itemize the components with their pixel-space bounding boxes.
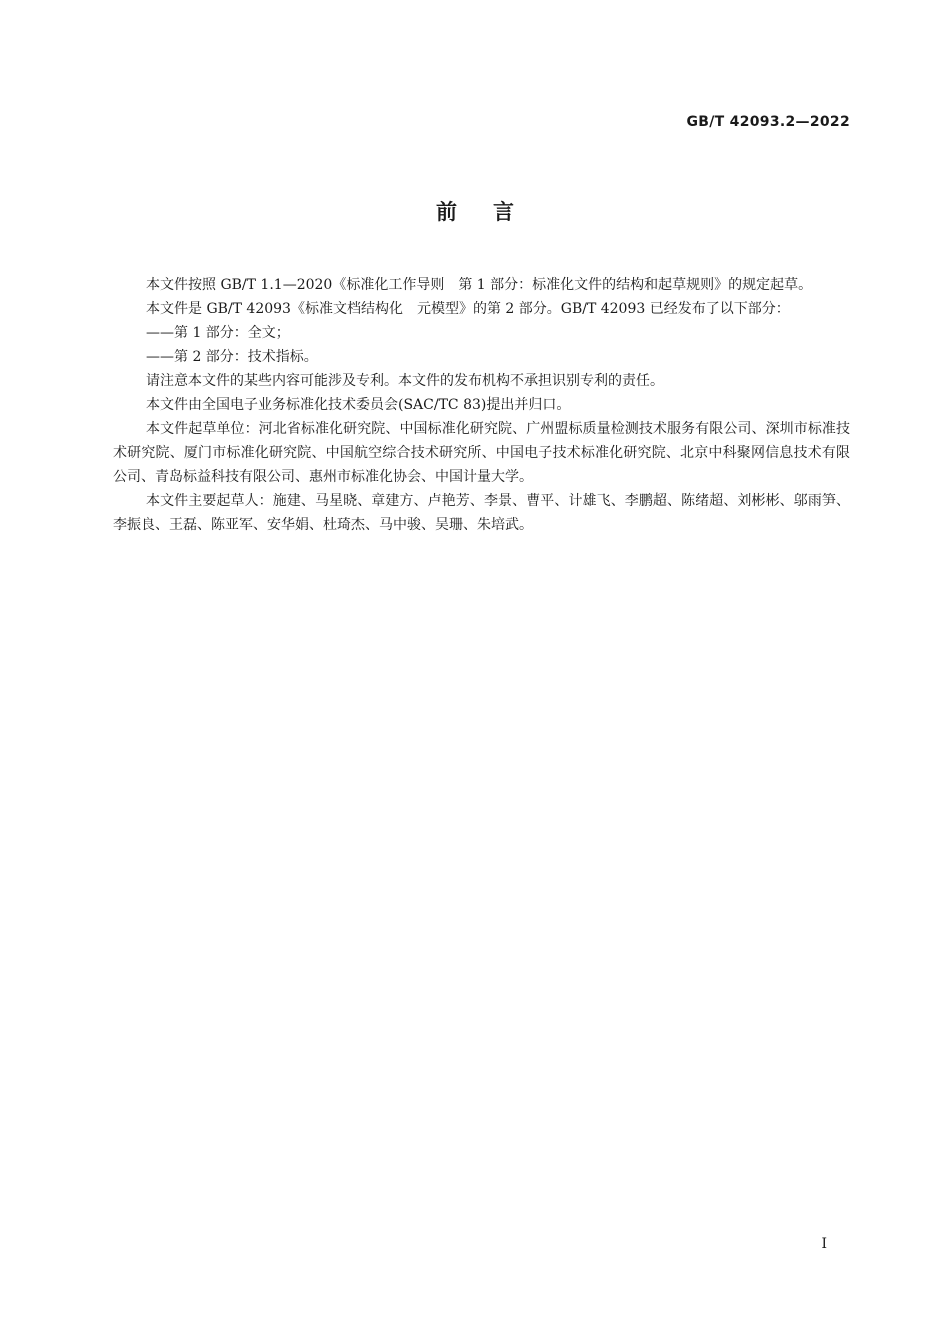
page-number: I — [821, 1236, 827, 1252]
paragraph-drafting-rules: 本文件按照 GB/T 1.1—2020《标准化工作导则 第 1 部分：标准化文件的结构和起草规则》的规定起草。 — [146, 277, 813, 293]
foreword-body — [113, 273, 850, 537]
list-item-part-2: ——第 2 部分：技术指标。 — [146, 349, 318, 365]
paragraph-proposer: 本文件由全国电子业务标准化技术委员会(SAC/TC 83)提出并归口。 — [146, 397, 571, 413]
list-item-part-1: ——第 1 部分：全文； — [146, 325, 290, 341]
paragraph-series-parts: 本文件是 GB/T 42093《标准文档结构化 元模型》的第 2 部分。GB/T 42093 已经发布了以下部分： — [146, 301, 790, 317]
paragraph-patent-notice: 请注意本文件的某些内容可能涉及专利。本文件的发布机构不承担识别专利的责任。 — [146, 373, 664, 389]
standard-code: GB/T 42093.2—2022 — [686, 114, 850, 130]
page-title: 前言 — [436, 200, 550, 224]
paragraph-drafters: 本文件主要起草人：施建、马星晓、章建方、卢艳芳、李景、曹平、计雄飞、李鹏超、陈绪超、刘彬彬、邬雨笋、李振良、王磊、陈亚军、安华娟、杜琦杰、马中骏、吴珊、朱培武。 — [113, 493, 850, 533]
paragraph-drafting-units: 本文件起草单位：河北省标准化研究院、中国标准化研究院、广州盟标质量检测技术服务有限公司、深圳市标准技术研究院、厦门市标准化研究院、中国航空综合技术研究所、中国电子技术标准化研究院、北京中科聚网信息技术有限公司、青岛标益科技有限公司、惠州市标准化协会、中国计量大学。 — [113, 421, 850, 485]
